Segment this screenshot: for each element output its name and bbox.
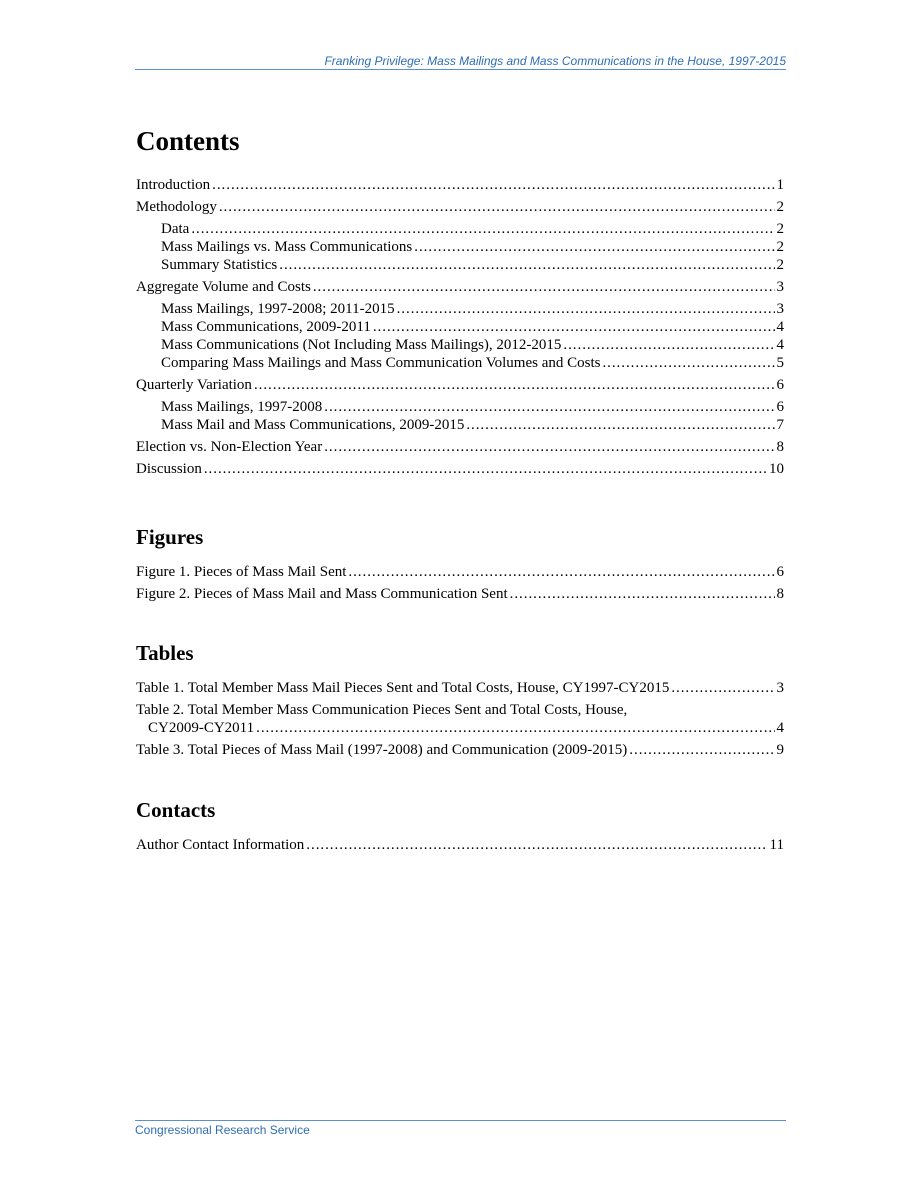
dot-leader (671, 679, 774, 697)
dot-leader (212, 176, 774, 194)
toc-entry-text: Mass Communications, 2009-2011 (161, 319, 371, 335)
toc-entry-text: Data (161, 221, 190, 237)
toc-entry-text: Summary Statistics (161, 257, 278, 273)
toc-entry-text: Table 3. Total Pieces of Mass Mail (1997-2008) and Communication (2009-2015) (136, 742, 628, 758)
dot-leader (324, 398, 774, 416)
toc-entry-table-1[interactable] (136, 679, 784, 697)
dot-leader (254, 376, 775, 394)
toc-entry-text: Mass Mailings, 1997-2008 (161, 399, 323, 415)
toc-entry-election-vs-non-election-year[interactable] (136, 438, 784, 456)
dot-leader (204, 460, 767, 478)
dot-leader (313, 278, 775, 296)
dot-leader (563, 336, 774, 354)
toc-page-number: 3 (776, 279, 784, 295)
toc-page-number: 8 (776, 586, 784, 602)
toc-entry-text: Discussion (136, 461, 202, 477)
toc-page-number: 9 (776, 742, 784, 758)
toc-entry-text: Figure 2. Pieces of Mass Mail and Mass Communication Sent (136, 586, 508, 602)
contents-list (136, 176, 784, 478)
toc-entry-continuation (136, 719, 784, 737)
dot-leader (324, 438, 774, 456)
toc-entry-text: Quarterly Variation (136, 377, 252, 393)
toc-entry-text: Mass Mailings vs. Mass Communications (161, 239, 413, 255)
contents-section (136, 128, 784, 478)
toc-entry-discussion[interactable] (136, 460, 784, 478)
contacts-list (136, 836, 784, 854)
toc-entry-text: Author Contact Information (136, 837, 305, 853)
toc-entry-aggregate-volume-and-costs[interactable] (136, 278, 784, 296)
toc-entry-text: Table 1. Total Member Mass Mail Pieces Sent and Total Costs, House, CY1997-CY2015 (136, 680, 670, 696)
toc-page-number: 2 (776, 221, 784, 237)
toc-page-number: 4 (776, 319, 784, 335)
tables-section (136, 643, 784, 759)
dot-leader (191, 220, 774, 238)
toc-entry-comparing-volumes-and-costs[interactable] (136, 354, 784, 372)
contacts-title: Contacts (136, 798, 216, 822)
dot-leader (602, 354, 774, 372)
toc-entry-mass-mailings-vs-mass-communications[interactable] (136, 238, 784, 256)
toc-entry-text: Mass Communications (Not Including Mass Mailings), 2012-2015 (161, 337, 562, 353)
toc-page-number: 2 (776, 199, 784, 215)
toc-entry-mass-mailings-1997-2008[interactable] (136, 300, 784, 318)
dot-leader (256, 719, 774, 737)
dot-leader (510, 585, 775, 603)
toc-entry-text: Election vs. Non-Election Year (136, 439, 323, 455)
toc-page-number: 2 (776, 257, 784, 273)
toc-page-number: 4 (776, 720, 784, 736)
toc-page-number: 6 (776, 377, 784, 393)
toc-entry-text: Methodology (136, 199, 217, 215)
toc-entry-summary-statistics[interactable] (136, 256, 784, 274)
toc-page-number: 6 (776, 564, 784, 580)
toc-page-number: 8 (776, 439, 784, 455)
toc-page-number: 3 (776, 680, 784, 696)
dot-leader (397, 300, 775, 318)
figures-title: Figures (136, 525, 204, 549)
contents-title: Contents (136, 126, 240, 156)
contacts-section (136, 800, 784, 854)
toc-entry-mass-mailings-1997-2008-quarterly[interactable] (136, 398, 784, 416)
toc-entry-text: Aggregate Volume and Costs (136, 279, 311, 295)
dot-leader (306, 836, 767, 854)
toc-entry-text: Figure 1. Pieces of Mass Mail Sent (136, 564, 347, 580)
toc-page-number: 6 (776, 399, 784, 415)
toc-entry-figure-1[interactable] (136, 563, 784, 581)
toc-entry-mass-communications-2009-2011[interactable] (136, 318, 784, 336)
toc-entry-text: Comparing Mass Mailings and Mass Communication Volumes and Costs (161, 355, 601, 371)
toc-entry-table-2[interactable] (136, 701, 784, 737)
figures-section (136, 527, 784, 603)
toc-page-number: 2 (776, 239, 784, 255)
toc-entry-introduction[interactable] (136, 176, 784, 194)
dot-leader (466, 416, 774, 434)
dot-leader (219, 198, 775, 216)
footer-rule (135, 1120, 786, 1121)
toc-entry-figure-2[interactable] (136, 585, 784, 603)
toc-page-number: 3 (776, 301, 784, 317)
toc-page-number: 5 (776, 355, 784, 371)
toc-entry-mass-mail-and-mass-communications-2009-2015[interactable] (136, 416, 784, 434)
toc-entry-text-continued: CY2009-CY2011 (148, 720, 255, 736)
toc-entry-methodology[interactable] (136, 198, 784, 216)
toc-entry-text: Introduction (136, 177, 211, 193)
toc-entry-author-contact-information[interactable] (136, 836, 784, 854)
figures-list (136, 563, 784, 603)
toc-entry-quarterly-variation[interactable] (136, 376, 784, 394)
running-footer: Congressional Research Service (135, 1123, 310, 1137)
toc-page-number: 10 (769, 461, 784, 477)
dot-leader (373, 318, 775, 336)
toc-page-number: 7 (776, 417, 784, 433)
toc-entry-data[interactable] (136, 220, 784, 238)
tables-list (136, 679, 784, 759)
dot-leader (348, 563, 774, 581)
dot-leader (279, 256, 774, 274)
running-header: Franking Privilege: Mass Mailings and Mass Communications in the House, 1997-2015 (324, 54, 786, 68)
toc-entry-text: Mass Mailings, 1997-2008; 2011-2015 (161, 301, 395, 317)
toc-page-number: 11 (769, 837, 784, 853)
toc-entry-text: Table 2. Total Member Mass Communication Pieces Sent and Total Costs, House, (136, 702, 628, 718)
dot-leader (629, 741, 774, 759)
header-rule (135, 69, 786, 70)
tables-title: Tables (136, 641, 194, 665)
toc-entry-table-3[interactable] (136, 741, 784, 759)
toc-page-number: 4 (776, 337, 784, 353)
toc-entry-text: Mass Mail and Mass Communications, 2009-2015 (161, 417, 465, 433)
dot-leader (414, 238, 774, 256)
toc-entry-mass-communications-2012-2015[interactable] (136, 336, 784, 354)
toc-page-number: 1 (776, 177, 784, 193)
